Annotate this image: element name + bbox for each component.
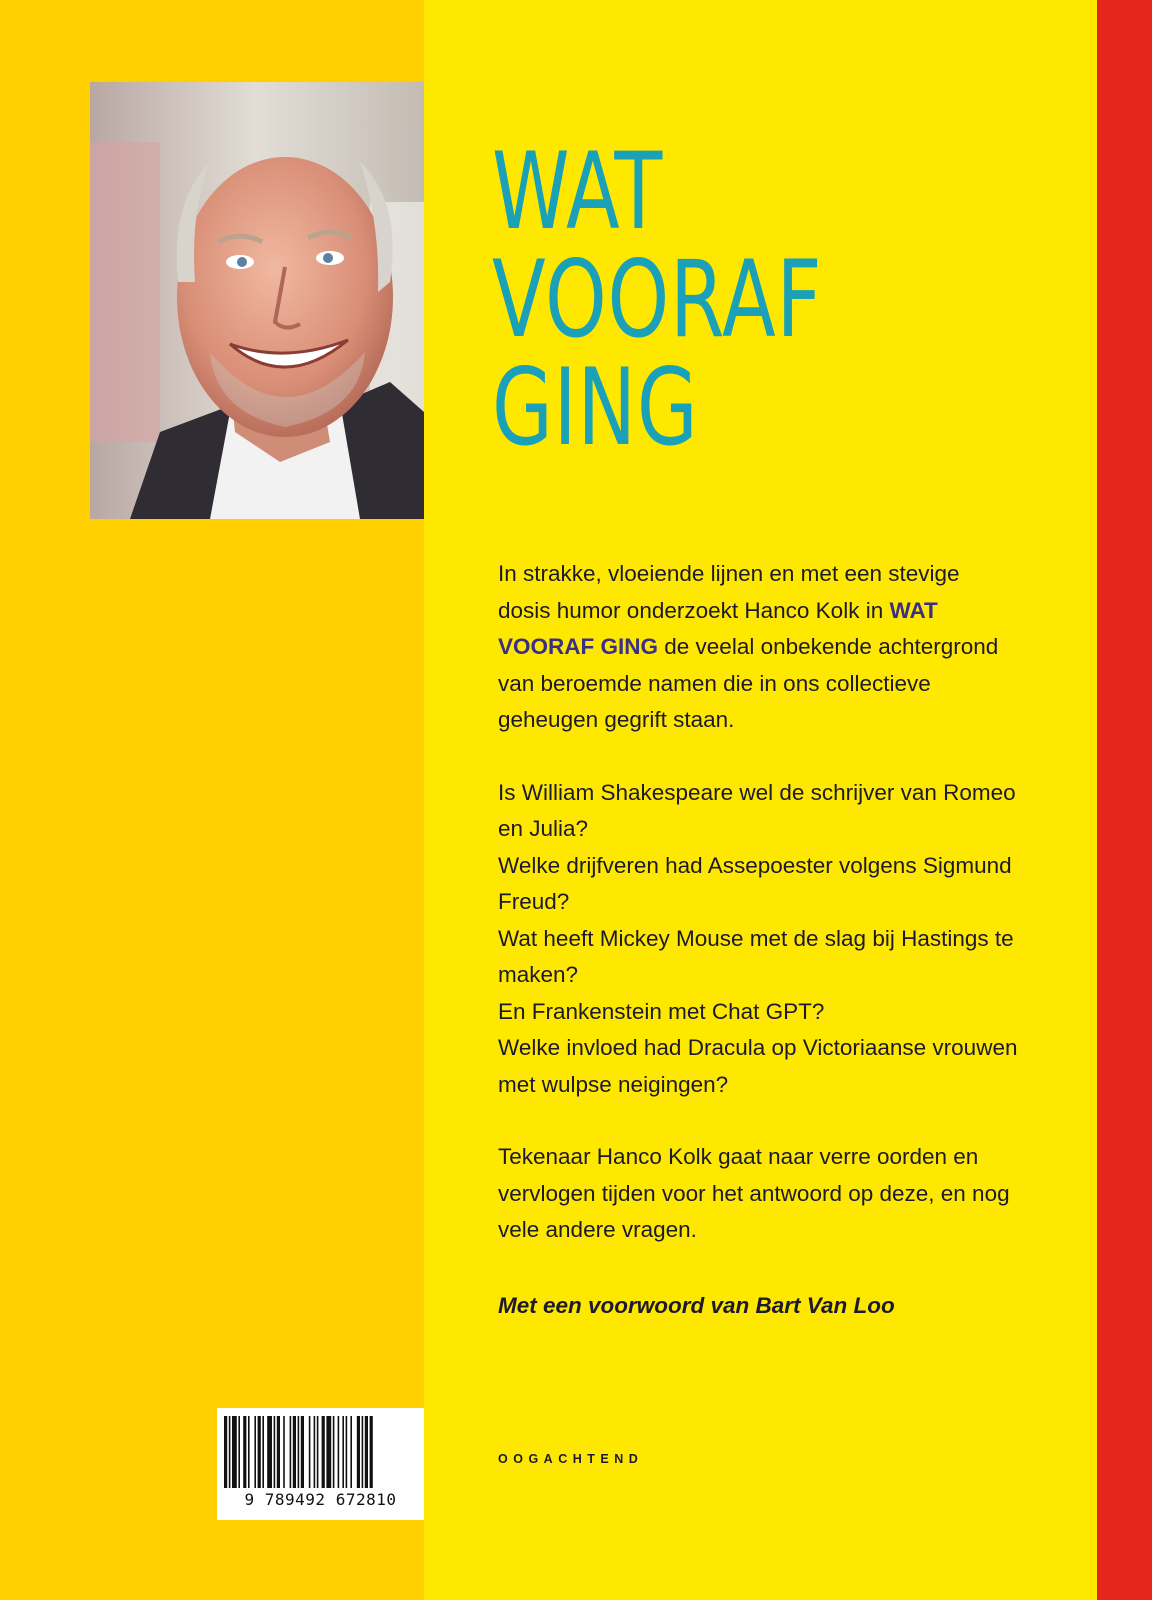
barcode-bar <box>238 1416 240 1488</box>
barcode-bar <box>232 1416 237 1488</box>
barcode-bar <box>317 1416 319 1488</box>
barcode-bar <box>362 1416 364 1488</box>
blurb-paragraph-3: Tekenaar Hanco Kolk gaat naar verre oorden en vervlogen tijden voor het antwoord op deze, en nog vele andere vragen. <box>498 1144 1010 1242</box>
question: Wat heeft Mickey Mouse met de slag bij Hastings te maken? <box>498 925 1014 987</box>
barcode-bar <box>350 1416 352 1488</box>
barcode-bar <box>267 1416 272 1488</box>
barcode-bar <box>258 1416 261 1488</box>
barcode-bar <box>262 1416 264 1488</box>
blurb-text: de veelal onbekende achtergrond van beroemde namen die in ons collectieve geheugen gegrift staan. <box>498 634 999 732</box>
isbn-number: 9 789492 672810 <box>244 1490 397 1509</box>
question: Welke drijfveren had Assepoester volgens Sigmund Freud? <box>498 852 1012 914</box>
blurb-text: In strakke, vloeiende lijnen en met een stevige dosis humor onderzoekt Hanco Kolk in <box>498 561 960 623</box>
barcode-bars <box>224 1416 417 1488</box>
book-title <box>492 130 823 469</box>
barcode-bar <box>301 1416 304 1488</box>
barcode-bar <box>229 1416 231 1488</box>
blurb <box>498 556 1018 1285</box>
publisher-logo: OOGACHTEND <box>498 1452 644 1466</box>
question: Welke invloed had Dracula op Victoriaanse vrouwen met wulpse neigingen? <box>498 1035 1018 1097</box>
author-photo <box>90 82 424 519</box>
title-line-1: WAT <box>492 130 663 253</box>
blurb-questions <box>498 775 1018 1104</box>
barcode-bar <box>338 1416 340 1488</box>
barcode <box>217 1408 424 1520</box>
barcode-bar <box>298 1416 300 1488</box>
barcode-bar <box>322 1416 325 1488</box>
title-line-3: GING <box>492 346 699 469</box>
barcode-bar <box>248 1416 250 1488</box>
title-line-2: VOORAF <box>492 238 823 361</box>
foreword-credit: Met een voorwoord van Bart Van Loo <box>498 1293 895 1318</box>
barcode-bar <box>254 1416 256 1488</box>
barcode-bar <box>314 1416 316 1488</box>
barcode-bar <box>342 1416 344 1488</box>
barcode-bar <box>293 1416 296 1488</box>
barcode-bar <box>357 1416 360 1488</box>
barcode-bar <box>274 1416 276 1488</box>
barcode-bar <box>224 1416 227 1488</box>
barcode-bar <box>333 1416 335 1488</box>
barcode-bar <box>365 1416 368 1488</box>
barcode-bar <box>277 1416 280 1488</box>
barcode-bar <box>290 1416 292 1488</box>
question: En Frankenstein met Chat GPT? <box>498 998 825 1024</box>
right-stripe <box>1097 0 1152 1600</box>
barcode-bar <box>370 1416 373 1488</box>
question: Is William Shakespeare wel de schrijver van Romeo en Julia? <box>498 779 1016 841</box>
title-highlight: WAT VOORAF GING <box>498 597 938 659</box>
barcode-bar <box>243 1416 246 1488</box>
barcode-bar <box>283 1416 285 1488</box>
barcode-bar <box>326 1416 331 1488</box>
barcode-bar <box>346 1416 348 1488</box>
barcode-bar <box>309 1416 311 1488</box>
blurb-paragraph-1 <box>498 556 1018 739</box>
